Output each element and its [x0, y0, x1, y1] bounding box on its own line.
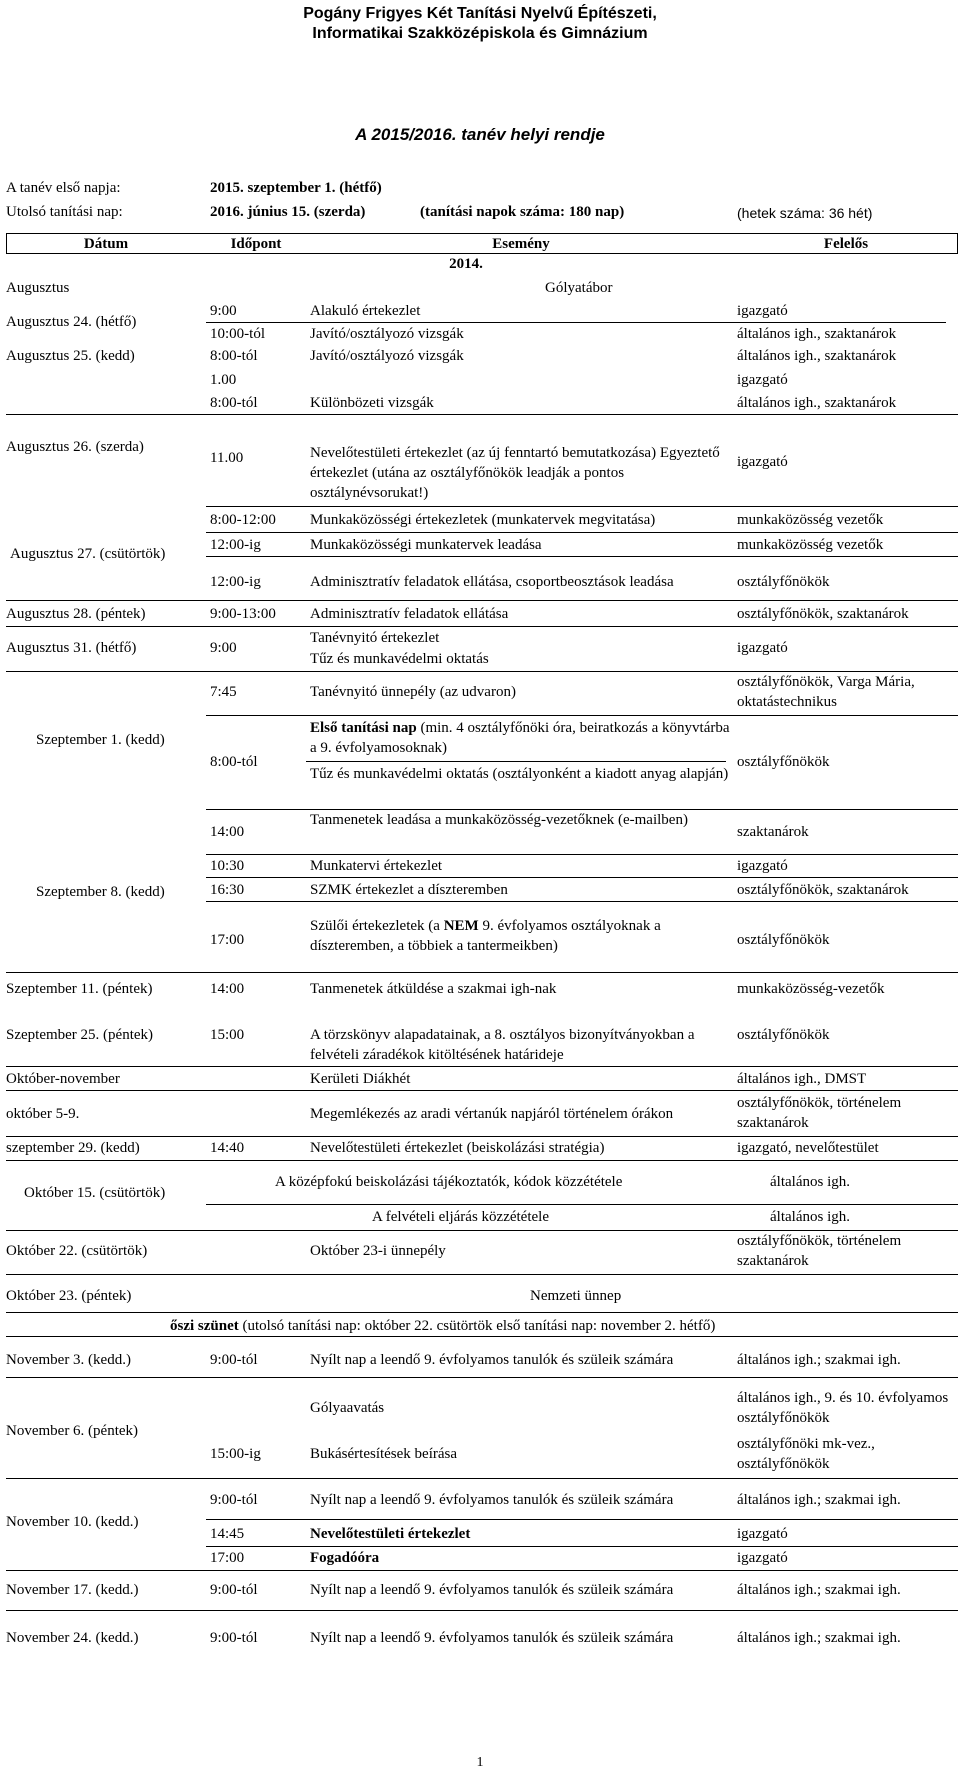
document-title: A 2015/2016. tanév helyi rendje [355, 125, 605, 144]
row-event: Különbözeti vizsgák [310, 395, 434, 411]
row-event: Tűz és munkavédelmi oktatás (osztályonként a kiadott anyag alapján) [310, 766, 729, 782]
row-event: Alakuló értekezlet [310, 303, 421, 319]
row-time: 8:00-12:00 [210, 512, 276, 528]
row-event: Nyílt nap a leendő 9. évfolyamos tanulók és szüleik számára [310, 1630, 674, 1646]
row-date: November 17. (kedd.) [6, 1582, 139, 1598]
row-event: Tanmenetek leadása a munkaközösség-vezetőknek (e-mailben) [310, 812, 688, 828]
row-time: 9:00 [210, 303, 237, 319]
first-day-emphasis: Első tanítási nap [310, 720, 417, 736]
row-owner: általános igh. [770, 1174, 850, 1190]
row-event: A felvételi eljárás közzététele [372, 1209, 549, 1225]
autumn-break-details: (utolsó tanítási nap: október 22. csütörtök első tanítási nap: november 2. hétfő) [238, 1318, 716, 1334]
row-date: Augusztus [6, 280, 70, 296]
row-time: 10:30 [210, 858, 245, 874]
last-day-label: Utolsó tanítási nap: [6, 204, 123, 220]
row-time: 10:00-tól [210, 326, 265, 342]
row-time: 12:00-ig [210, 574, 261, 590]
row-date: Augusztus 26. (szerda) [6, 439, 144, 455]
school-name-line2: Informatikai Szakközépiskola és Gimnázium [312, 25, 648, 42]
row-owner: igazgató, nevelőtestület [737, 1140, 879, 1156]
row-owner: osztályfőnökök, szaktanárok [737, 606, 909, 622]
row-time: 15:00-ig [210, 1446, 261, 1462]
row-time: 12:00-ig [210, 537, 261, 553]
autumn-break [170, 1316, 715, 1336]
row-event: Nevelőtestületi értekezlet (beiskolázási stratégia) [310, 1140, 605, 1156]
row-time: 9:00 [210, 640, 237, 656]
row-time: 9:00-tól [210, 1582, 258, 1598]
row-time: 1.00 [210, 372, 237, 388]
row-event [310, 718, 730, 758]
row-owner: munkaközösség vezetők [737, 537, 884, 553]
row-date: November 6. (péntek) [6, 1423, 139, 1439]
row-event: Megemlékezés az aradi vértanúk napjáról történelem órákon [310, 1106, 674, 1122]
row-event-rest: (min. 4 osztályfőnöki óra, beiratkozás a könyvtárba a 9. évfolyamosoknak) [310, 720, 730, 756]
row-time: 14:40 [210, 1140, 245, 1156]
first-day-label: A tanév első napja: [6, 180, 121, 196]
row-owner: munkaközösség-vezetők [737, 981, 885, 997]
row-owner: általános igh. [770, 1209, 850, 1225]
row-event: A törzskönyv alapadatainak, a 8. osztályos bizonyítványokban a felvételi záradékok kitöltésének határideje [310, 1027, 695, 1063]
row-owner: osztályfőnökök, szaktanárok [737, 882, 909, 898]
row-owner: általános igh.; szakmai igh. [737, 1582, 901, 1598]
row-time: 9:00-13:00 [210, 606, 276, 622]
row-owner: osztályfőnökök, történelem szaktanárok [737, 1233, 902, 1269]
row-owner: igazgató [737, 1550, 788, 1566]
row-time: 9:00-tól [210, 1352, 258, 1368]
row-owner: igazgató [737, 1526, 788, 1542]
row-event: Fogadóóra [310, 1550, 380, 1566]
row-time: 14:00 [210, 981, 245, 997]
row-owner: szaktanárok [737, 824, 809, 840]
row-date: Augusztus 27. (csütörtök) [10, 546, 166, 562]
header-time: Időpont [230, 236, 282, 252]
row-event-rest: 9. évfolyamos osztályoknak a díszteremben, a többiek a tantermeikben) [310, 918, 661, 954]
row-event: A középfokú beiskolázási tájékoztatók, kódok közzététele [275, 1174, 623, 1190]
row-event: Munkaközösségi munkatervek leadása [310, 537, 542, 553]
row-event: Munkaközösségi értekezletek (munkatervek megvitatása) [310, 512, 656, 528]
row-event: Tanmenetek átküldése a szakmai igh-nak [310, 981, 557, 997]
row-event: Nyílt nap a leendő 9. évfolyamos tanulók és szüleik számára [310, 1582, 674, 1598]
row-owner: általános igh., szaktanárok [737, 326, 897, 342]
row-event: Bukásértesítések beírása [310, 1446, 458, 1462]
row-time: 17:00 [210, 932, 245, 948]
row-owner: általános igh.; szakmai igh. [737, 1630, 901, 1646]
row-event [310, 916, 720, 956]
row-date: Augusztus 25. (kedd) [6, 348, 135, 364]
school-name-line1: Pogány Frigyes Két Tanítási Nyelvű Építészeti, [303, 5, 657, 22]
row-event: Tűz és munkavédelmi oktatás [310, 651, 489, 667]
row-owner: általános igh., DMST [737, 1071, 867, 1087]
row-date: Augusztus 31. (hétfő) [6, 640, 137, 656]
row-time: 16:30 [210, 882, 245, 898]
row-event-pre: Szülői értekezletek (a [310, 918, 444, 934]
row-owner: osztályfőnökök, Varga Mária, oktatástechnikus [737, 674, 915, 710]
row-date: Szeptember 11. (péntek) [6, 981, 153, 997]
row-owner: osztályfőnökök [737, 574, 830, 590]
row-owner: osztályfőnökök, történelem szaktanárok [737, 1095, 902, 1131]
row-event: Gólyaavatás [310, 1400, 385, 1416]
row-date: Szeptember 25. (péntek) [6, 1027, 154, 1043]
row-event: Munkatervi értekezlet [310, 858, 443, 874]
row-date: október 5-9. [6, 1106, 80, 1122]
not-emphasis: NEM [443, 918, 479, 934]
row-time: 15:00 [210, 1027, 245, 1043]
row-event: SZMK értekezlet a díszteremben [310, 882, 508, 898]
row-event: Tanévnyitó értekezlet [310, 630, 440, 646]
row-date: Augusztus 24. (hétfő) [6, 314, 137, 330]
row-time: 8:00-tól [210, 754, 258, 770]
year-label: 2014. [449, 256, 483, 272]
row-time: 8:00-tól [210, 348, 258, 364]
row-event: Gólyatábor [545, 280, 613, 296]
row-owner: osztályfőnökök [737, 1027, 830, 1043]
row-time: 8:00-tól [210, 395, 258, 411]
row-event: Nevelőtestületi értekezlet [310, 1526, 471, 1542]
row-event: Nevelőtestületi értekezlet (az új fenntartó bemutatkozása) Egyeztető értekezlet (utána az osztályfőnökök leadják a pontos osztálynévsorukat!) [310, 445, 720, 501]
row-owner: igazgató [737, 303, 788, 319]
header-owner: Felelős [823, 236, 869, 252]
header-event: Esemény [492, 236, 550, 252]
row-owner: igazgató [737, 640, 788, 656]
row-event: Adminisztratív feladatok ellátása [310, 606, 509, 622]
row-time: 11.00 [210, 450, 244, 466]
row-date: Szeptember 8. (kedd) [36, 884, 165, 900]
row-time: 17:00 [210, 1550, 245, 1566]
row-date: November 3. (kedd.) [6, 1352, 131, 1368]
row-date: szeptember 29. (kedd) [6, 1140, 140, 1156]
header-date: Dátum [83, 236, 129, 252]
row-time: 9:00-tól [210, 1630, 258, 1646]
last-day-value: 2016. június 15. (szerda) [210, 204, 366, 220]
row-owner: munkaközösség vezetők [737, 512, 884, 528]
first-day-value: 2015. szeptember 1. (hétfő) [210, 180, 382, 196]
row-event: Tanévnyitó ünnepély (az udvaron) [310, 684, 516, 700]
row-date: Október 15. (csütörtök) [24, 1185, 166, 1201]
row-event: Nemzeti ünnep [530, 1288, 622, 1304]
row-date: Augusztus 28. (péntek) [6, 606, 146, 622]
autumn-break-emphasis: őszi szünet [170, 1318, 239, 1334]
row-date: Október 23. (péntek) [6, 1288, 132, 1304]
row-time: 7:45 [210, 684, 237, 700]
row-time: 9:00-tól [210, 1492, 258, 1508]
weeks-count: (hetek száma: 36 hét) [737, 205, 873, 221]
row-owner: igazgató [737, 454, 788, 470]
row-event: Adminisztratív feladatok ellátása, csoportbeosztások leadása [310, 574, 674, 590]
row-date: November 10. (kedd.) [6, 1514, 139, 1530]
row-event: Október 23-i ünnepély [310, 1243, 446, 1259]
row-date: November 24. (kedd.) [6, 1630, 139, 1646]
row-owner: általános igh., szaktanárok [737, 395, 897, 411]
row-owner: általános igh., 9. és 10. évfolyamos osztályfőnökök [737, 1390, 949, 1426]
row-owner: osztályfőnökök [737, 932, 830, 948]
row-owner: általános igh.; szakmai igh. [737, 1492, 901, 1508]
row-date: Október 22. (csütörtök) [6, 1243, 148, 1259]
row-date: Szeptember 1. (kedd) [36, 732, 165, 748]
row-owner: igazgató [737, 372, 788, 388]
page-number: 1 [476, 1755, 484, 1770]
row-event: Nyílt nap a leendő 9. évfolyamos tanulók és szüleik számára [310, 1352, 674, 1368]
row-owner: igazgató [737, 858, 788, 874]
row-owner: általános igh.; szakmai igh. [737, 1352, 901, 1368]
row-event: Nyílt nap a leendő 9. évfolyamos tanulók és szüleik számára [310, 1492, 674, 1508]
row-time: 14:45 [210, 1526, 245, 1542]
row-owner: általános igh., szaktanárok [737, 348, 897, 364]
row-time: 14:00 [210, 824, 245, 840]
school-days-count: (tanítási napok száma: 180 nap) [420, 204, 625, 220]
row-event: Javító/osztályozó vizsgák [310, 348, 464, 364]
row-event: Kerületi Diákhét [310, 1071, 411, 1087]
row-owner: osztályfőnökök [737, 754, 830, 770]
row-owner: osztályfőnöki mk-vez., osztályfőnökök [737, 1436, 875, 1472]
row-event: Javító/osztályozó vizsgák [310, 326, 464, 342]
row-date: Október-november [6, 1071, 120, 1087]
